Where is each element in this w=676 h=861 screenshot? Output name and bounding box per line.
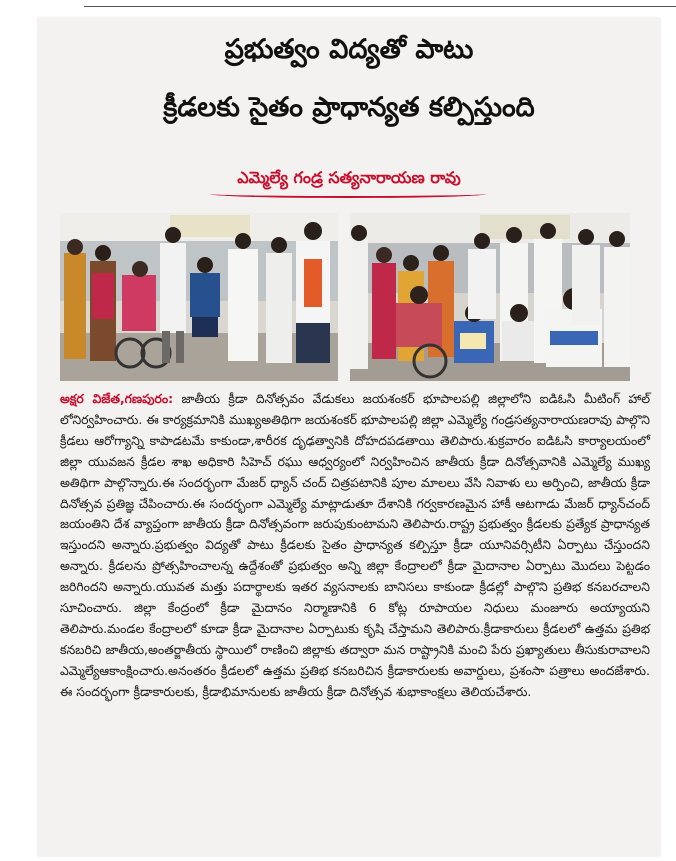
byline: ఎమ్మెల్యే గండ్ర సత్యనారాయణ రావు: [237, 168, 461, 187]
event-photo-left: [60, 213, 338, 381]
headline-line-2: క్రీడలకు సైతం ప్రాధాన్యత కల్పిస్తుంది: [163, 92, 535, 123]
article-body-text: జాతీయ క్రీడా దినోత్సవం వేడుకలు జయశంకర్ భూపాలపల్లి జిల్లాలోని ఐడిఓసి మీటింగ్ హాల్ లోనిర్వహించారు. ఈ కార్యక్రమానికి ముఖ్యఅతిథిగా జయశంకర్ భూపాలపల్లి జిల్లా ఎమ్మెల్యే గండ్రసత్యనారాయణరావు పాల్గొని క్రీడలు ఆరోగ్యాన్ని కాపాడటమే కాకుండా,శారీరక దృఢత్వానికి దోహదపడతాయి తెలిపారు.శుక్రవారం ఐడిఓసి కార్యాలయంలో జిల్లా యువజన క్రీడల శాఖ అధికారి సిహెచ్ రఘు ఆధ్వర్యంలో నిర్వహించిన జాతీయ క్రీడా దినోత్సవానికి ఎమ్మెల్యే ముఖ్య అతిథిగా పాల్గొన్నారు.ఈ సందర్భంగా మేజర్ ధ్యాన్ చంద్ చిత్రపటానికి పూల మాలలు వేసి నివాళు లు అర్పించి, జాతీయ క్రీడా దినోత్సవ ప్రతిజ్ఞ చేపించారు.ఈ సందర్భంగా ఎమ్మెల్యే మాట్లాడుతూ దేశానికి గర్వకారణమైన హాకీ ఆటగాడు మేజర్ ధ్యాన్‌చంద్ జయంతిని దేశ వ్యాప్తంగా జాతీయ క్రీడా దినోత్సవంగా జరుపుకుంటామని తెలిపారు.రాష్ట్ర ప్రభుత్వం క్రీడలకు ప్రత్యేక ప్రాధాన్యత ఇస్తుందని అన్నారు.ప్రభుత్వం విద్యతో పాటు క్రీడలకు సైతం ప్రాధాన్యత కల్పిస్తూ క్రీడా యూనివర్సిటీని ఏర్పాటు చేస్తుందని అన్నారు. క్రీడలను ప్రోత్సహించాలన్న ఉద్దేశంతో ప్రభుత్వం అన్ని జిల్లా కేంద్రాలలో క్రీడా మైదానాల ఏర్పాటు మొదలు పెట్టడం జరిగిందని అన్నారు.యువత మత్తు పదార్థాలకు ఇతర వ్యసనాలకు బానిసలు కాకుండా క్రీడల్లో పాల్గొని ప్రతిభ కనబరచాలని సూచించారు. జిల్లా కేంద్రంలో క్రీడా మైదానం నిర్మాణానికి 6 కోట్ల రూపాయల నిధులు మంజూరు అయ్యాయని తెలిపారు.మండల కేంద్రాలలో కూడా క్రీడా మైదానాల ఏర్పాటుకు కృషి చేస్తామని తెలిపారు.క్రీడాకారులు క్రీడలలో ఉత్తమ ప్రతిభ కనబరిచి జాతీయ,అంతర్జాతీయ స్థాయిలో రాణించి జిల్లాకు తద్వారా మన రాష్ట్రానికి మంచి పేరు ప్రఖ్యాతులు తీసుకురావాలని ఎమ్మెల్యేఆకాంక్షించారు.అనంతరం క్రీడలలో ఉత్తమ ప్రతిభ కనబరిచిన క్రీడాకారులకు అవార్డులు, ప్రశంసా పత్రాలు అందజేశారు. ఈ సందర్భంగా క్రీడాకారులకు, క్రీడాభిమానులకు జాతీయ క్రీడా దినోత్సవ శుభాకాంక్షలు తెలియచేశారు.: [60, 391, 650, 699]
event-photo-right: [350, 213, 630, 381]
dateline: అక్షర విజేత,గణపురం:: [60, 391, 174, 406]
article-body: [60, 389, 650, 703]
headline-line-1: ప్రభుత్వం విద్యతో పాటు: [224, 34, 474, 65]
top-rule: [84, 6, 676, 7]
news-clipping: [38, 18, 660, 856]
byline-underline: [210, 190, 486, 198]
